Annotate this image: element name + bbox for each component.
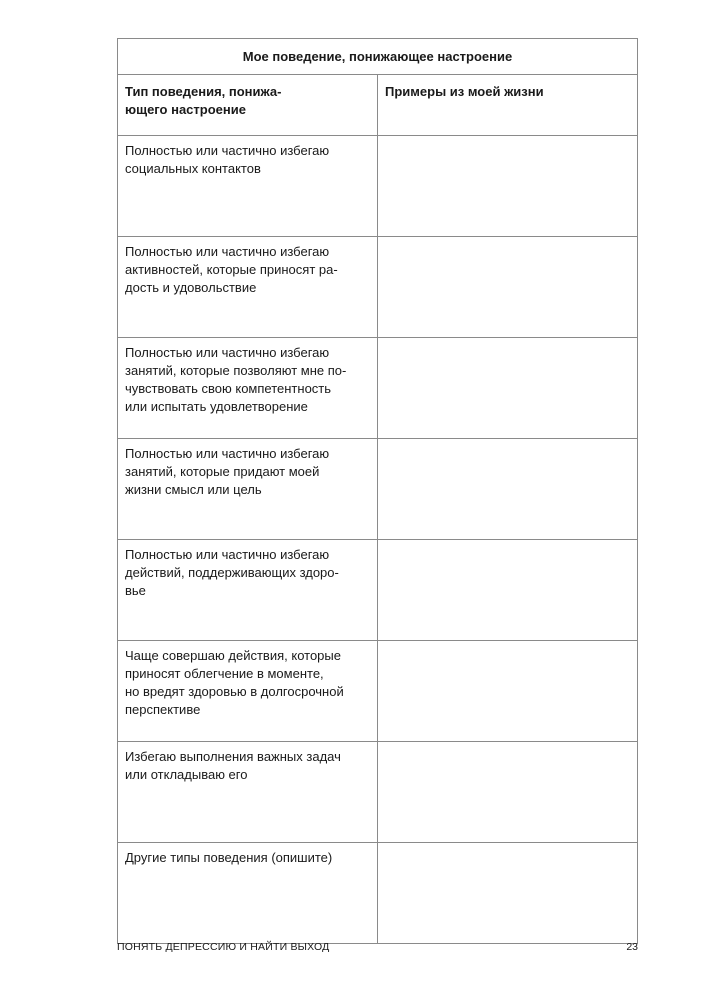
table-row — [118, 338, 638, 439]
example-cell[interactable] — [378, 439, 638, 540]
column-header-behavior-type — [118, 75, 378, 136]
column-header-row — [118, 75, 638, 136]
column-header-examples-label: Примеры из моей жизни — [385, 84, 544, 99]
table-row — [118, 843, 638, 944]
behavior-type-cell: Избегаю выполнения важных задач или откладываю его — [118, 742, 378, 843]
example-cell[interactable] — [378, 742, 638, 843]
example-cell[interactable] — [378, 540, 638, 641]
example-cell[interactable] — [378, 136, 638, 237]
column-header-behavior-type-label: Тип поведения, понижа- ющего настроение — [125, 84, 282, 117]
table-row — [118, 237, 638, 338]
example-cell[interactable] — [378, 641, 638, 742]
behavior-type-cell: Полностью или частично избегаю действий, поддерживающих здоро- вье — [118, 540, 378, 641]
behavior-type-cell: Полностью или частично избегаю занятий, которые позволяют мне по- чувствовать свою компетентность или испытать удовлетворение — [118, 338, 378, 439]
behavior-type-cell: Другие типы поведения (опишите) — [118, 843, 378, 944]
example-cell[interactable] — [378, 237, 638, 338]
behavior-worksheet-table — [117, 38, 638, 944]
table-row — [118, 439, 638, 540]
book-title-footer: ПОНЯТЬ ДЕПРЕССИЮ И НАЙТИ ВЫХОД — [117, 941, 330, 953]
table-title-row — [118, 39, 638, 75]
table-row — [118, 742, 638, 843]
behavior-type-cell: Полностью или частично избегаю активностей, которые приносят ра- дость и удовольствие — [118, 237, 378, 338]
example-cell[interactable] — [378, 843, 638, 944]
table-row — [118, 136, 638, 237]
column-header-examples — [378, 75, 638, 136]
behavior-type-cell: Полностью или частично избегаю занятий, которые придают моей жизни смысл или цель — [118, 439, 378, 540]
page-number: 23 — [626, 941, 638, 953]
table-row — [118, 540, 638, 641]
behavior-type-cell: Чаще совершаю действия, которые приносят облегчение в моменте, но вредят здоровью в долгосрочной перспективе — [118, 641, 378, 742]
table-title: Мое поведение, понижающее настроение — [118, 39, 638, 75]
table-row — [118, 641, 638, 742]
behavior-type-cell: Полностью или частично избегаю социальных контактов — [118, 136, 378, 237]
example-cell[interactable] — [378, 338, 638, 439]
